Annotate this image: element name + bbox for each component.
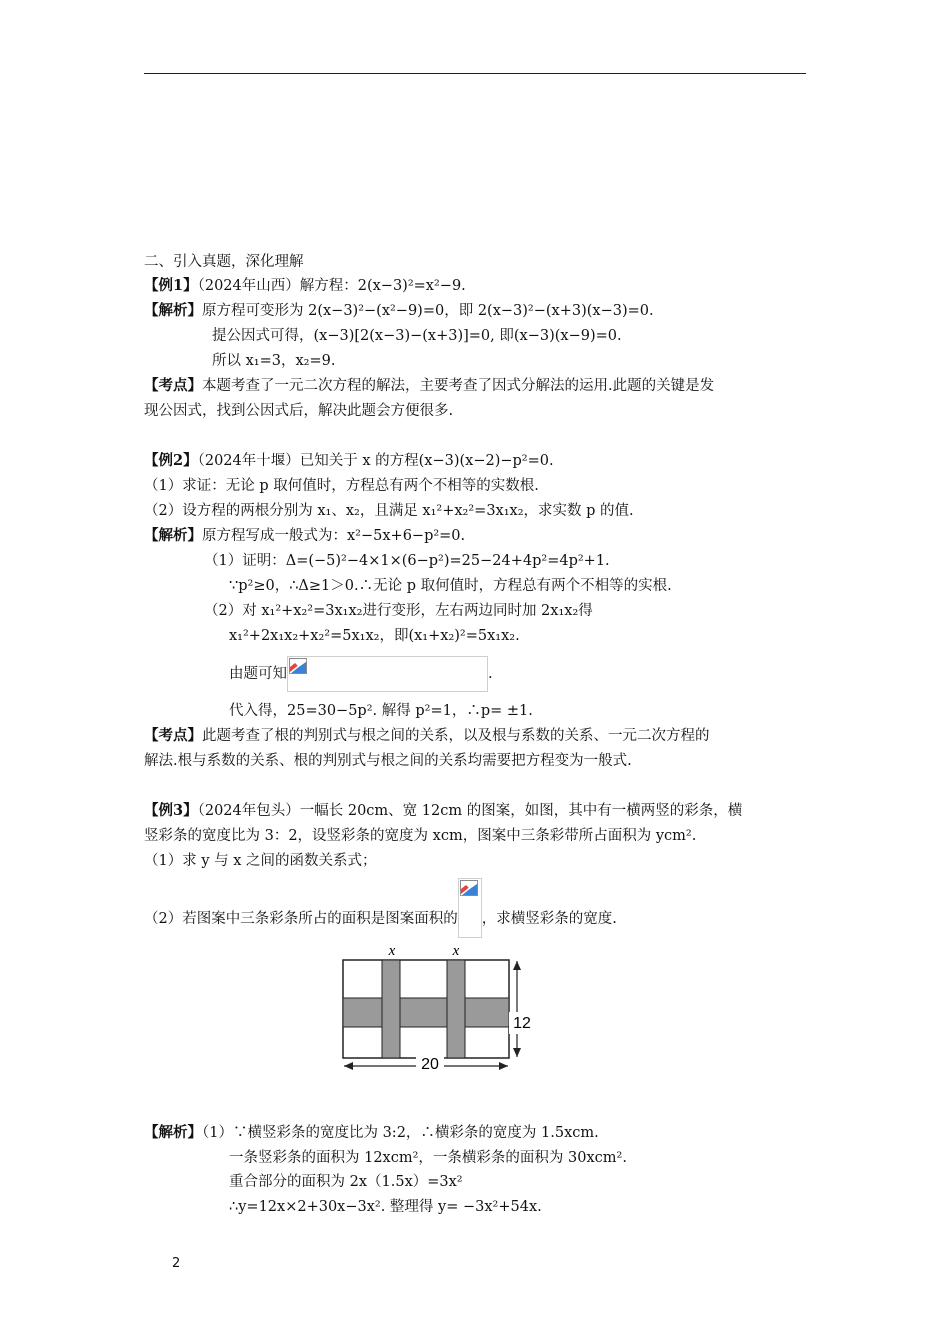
label-x-1: x (388, 943, 396, 959)
ex3-part1: （1）求 y 与 x 之间的函数关系式； (144, 853, 377, 869)
height-arrow-top (513, 961, 521, 970)
ex3-analysis-4: ∴y=12x×2+30x−3x². 整理得 y= −3x²+54x. (229, 1199, 542, 1215)
width-arrow-right (499, 1062, 508, 1070)
ex2-analysis-6: 由题可知 (229, 666, 287, 682)
broken-image-icon (289, 658, 307, 674)
ex1-question: （2024年山西）解方程：2(x−3)²=x²−9. (197, 278, 466, 294)
ex3-question-2: 竖彩条的宽度比为 3：2，设竖彩条的宽度为 xcm，图案中三条彩带所占面积为 ycm². (144, 828, 697, 844)
ex1-analysis-line (144, 301, 654, 321)
ex2-question-line (144, 451, 554, 471)
label-x-2: x (452, 943, 460, 959)
ex1-question-line (144, 276, 466, 296)
vertical-stripe-1 (382, 960, 400, 1058)
ex2-analysis-4: （2）对 x₁²+x₂²=3x₁x₂进行变形，左右两边同时加 2x₁x₂得 (204, 603, 593, 619)
height-arrow-bottom (513, 1048, 521, 1057)
formula-image-placeholder (287, 656, 488, 692)
page-number: 2 (172, 1256, 181, 1271)
ex2-kaodian-tag: 【考点】 (144, 727, 202, 744)
section-heading: 二、引入真题，深化理解 (144, 254, 304, 270)
ex2-kaodian-2: 解法.根与系数的关系、根的判别式与根之间的关系均需要把方程变为一般式. (144, 753, 632, 769)
width-arrow-left (344, 1062, 353, 1070)
ex2-analysis-line (144, 526, 465, 546)
ex1-analysis-1: 原方程可变形为 2(x−3)²−(x²−9)=0，即 2(x−3)²−(x+3)(x−3)=0. (202, 303, 654, 319)
ex1-analysis-2: 提公因式可得，(x−3)[2(x−3)−(x+3)]=0, 即(x−3)(x−9)=0. (212, 328, 622, 344)
ex2-analysis-1: 原方程写成一般式为：x²−5x+6−p²=0. (202, 528, 466, 544)
ex2-analysis-5: x₁²+2x₁x₂+x₂²=5x₁x₂，即(x₁+x₂)²=5x₁x₂. (229, 628, 520, 644)
ex2-analysis-6-line (229, 656, 493, 692)
ex2-kaodian-line (144, 726, 710, 746)
ex2-part2: （2）设方程的两根分别为 x₁、x₂，且满足 x₁²+x₂²=3x₁x₂，求实数 p 的值. (144, 503, 634, 519)
stripe-pattern-figure (334, 938, 544, 1070)
ex3-part2-a: （2）若图案中三条彩条所占的面积是图案面积的 (144, 911, 458, 927)
ex2-analysis-2: （1）证明：Δ=(−5)²−4×1×(6−p²)=25−24+4p²=4p²+1. (204, 553, 610, 569)
header-rule (144, 73, 806, 74)
ex3-analysis-tag: 【解析】 (144, 1124, 202, 1141)
label-height: 12 (513, 1015, 531, 1032)
ex3-part2-line (144, 878, 617, 938)
ex3-tag: 【例3】 (144, 802, 198, 819)
ex2-question: （2024年十堰）已知关于 x 的方程(x−3)(x−2)−p²=0. (197, 453, 554, 469)
ex2-tag: 【例2】 (144, 452, 198, 469)
ex2-part1: （1）求证：无论 p 取何值时，方程总有两个不相等的实数根. (144, 478, 539, 494)
label-width: 20 (421, 1056, 439, 1070)
vertical-stripe-2 (447, 960, 465, 1058)
horizontal-stripe (343, 998, 509, 1027)
ex2-analysis-6-end: . (488, 666, 493, 682)
ex3-part2-b: ，求横竖彩条的宽度. (481, 911, 617, 927)
ex3-analysis-1: （1）∵横竖彩条的宽度比为 3:2，∴横彩条的宽度为 1.5xcm. (202, 1125, 599, 1141)
ex3-analysis-3: 重合部分的面积为 2x（1.5x）=3x² (229, 1174, 463, 1190)
ex1-kaodian-1: 本题考查了一元二次方程的解法，主要考查了因式分解法的运用.此题的关键是发 (202, 378, 715, 394)
ex2-analysis-3: ∵p²≥0，∴Δ≥1＞0.∴无论 p 取何值时，方程总有两个不相等的实根. (229, 578, 672, 594)
broken-image-icon (460, 880, 478, 896)
ex1-kaodian-line (144, 376, 714, 396)
ex1-analysis-tag: 【解析】 (144, 302, 202, 319)
ex3-question-line (144, 801, 742, 821)
fraction-image-placeholder (458, 878, 482, 938)
ex2-kaodian-1: 此题考查了根的判别式与根之间的关系，以及根与系数的关系、一元二次方程的 (202, 728, 710, 744)
ex3-analysis-2: 一条竖彩条的面积为 12xcm²，一条横彩条的面积为 30xcm². (229, 1150, 627, 1166)
ex1-kaodian-2: 现公因式，找到公因式后，解决此题会方便很多. (144, 403, 454, 419)
ex1-tag: 【例1】 (144, 277, 198, 294)
ex2-analysis-7: 代入得，25=30−5p². 解得 p²=1，∴p= ±1. (229, 703, 533, 719)
ex1-analysis-3: 所以 x₁=3，x₂=9. (212, 353, 336, 369)
ex3-question-1: （2024年包头）一幅长 20cm、宽 12cm 的图案，如图，其中有一横两竖的彩条，横 (197, 803, 743, 819)
ex2-analysis-tag: 【解析】 (144, 527, 202, 544)
ex3-analysis-line (144, 1123, 599, 1143)
ex1-kaodian-tag: 【考点】 (144, 377, 202, 394)
